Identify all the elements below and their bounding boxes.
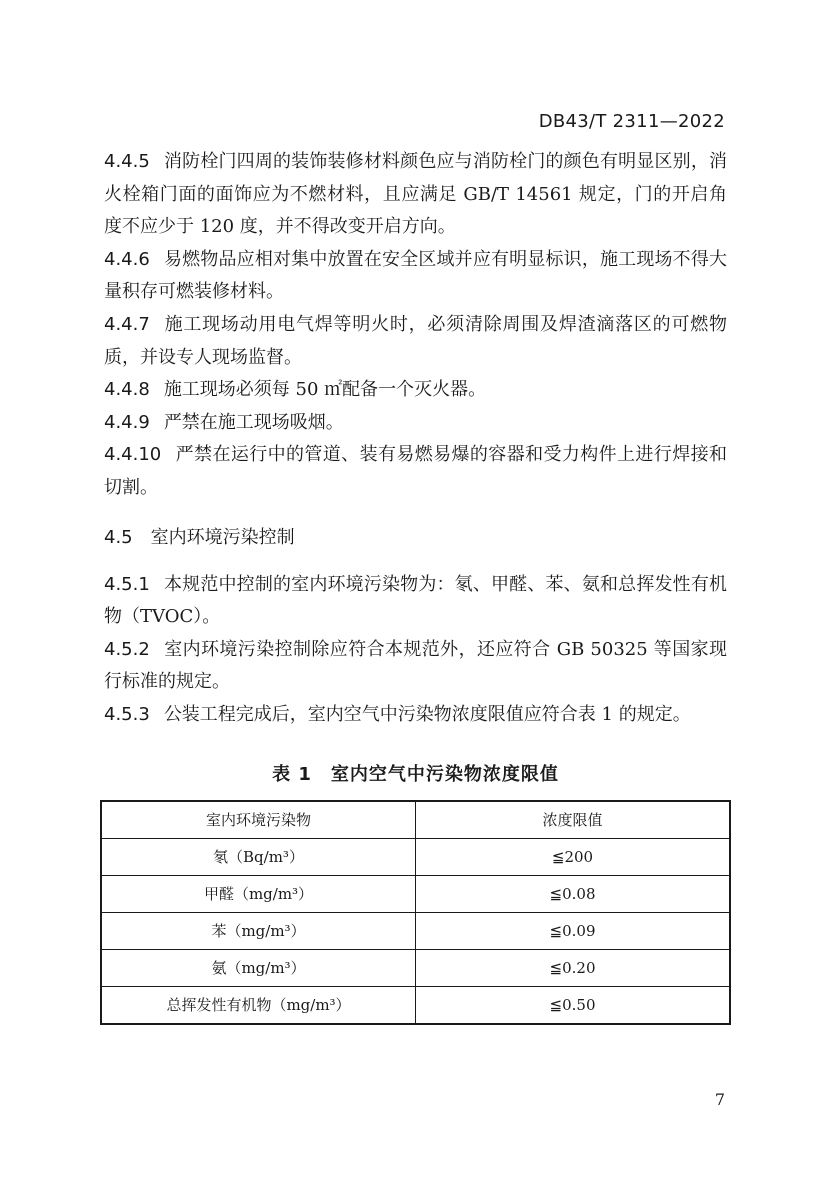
page-number: 7 (714, 1090, 725, 1109)
clause-text: 本规范中控制的室内环境污染物为：氡、甲醛、苯、氨和总挥发性有机物（TVOC）。 (104, 573, 727, 628)
limit-cell: ≦0.20 (416, 949, 731, 986)
limit-cell: ≦0.50 (416, 986, 731, 1024)
limit-cell: ≦0.08 (416, 875, 731, 912)
clause-number: 4.4.10 (104, 444, 162, 466)
clause-number: 4.5.1 (104, 573, 150, 595)
clause-text: 公装工程完成后，室内空气中污染物浓度限值应符合表 1 的规定。 (163, 703, 691, 725)
clause-4-4-8 (104, 374, 727, 407)
document-code: DB43/T 2311—2022 (538, 111, 725, 132)
pollutant-cell: 苯（mg/m³） (101, 912, 416, 949)
section-number: 4.5 (104, 526, 133, 548)
clause-number: 4.5.3 (104, 703, 150, 725)
section-title-text: 室内环境污染控制 (150, 526, 295, 548)
clause-text: 施工现场必须每 50 ㎡配备一个灭火器。 (163, 379, 487, 401)
clause-number: 4.5.2 (104, 638, 150, 660)
table-row (101, 986, 730, 1024)
clause-4-4-10 (104, 439, 727, 504)
pollutant-cell: 总挥发性有机物（mg/m³） (101, 986, 416, 1024)
clause-number: 4.4.5 (104, 151, 150, 172)
clause-4-5-2 (104, 634, 727, 699)
clause-number: 4.4.6 (104, 248, 150, 270)
section-heading-4-5 (104, 522, 727, 554)
table-title: 表 1 室内空气中污染物浓度限值 (272, 763, 559, 785)
table-header-row (101, 801, 730, 839)
pollutant-cell: 甲醛（mg/m³） (101, 875, 416, 912)
clause-4-5-3 (104, 699, 727, 732)
clause-4-4-7 (104, 309, 727, 374)
clause-text: 消防栓门四周的装饰装修材料颜色应与消防栓门的颜色有明显区别，消火栓箱门面的面饰应为不燃材料，且应满足 GB/T 14561 规定，门的开启角度不应少于 120 度，并不得改变开启方向。 (104, 151, 727, 238)
clause-text: 严禁在运行中的管道、装有易燃易爆的容器和受力构件上进行焊接和切割。 (104, 444, 727, 498)
clause-4-4-6 (104, 244, 727, 309)
clause-text: 易燃物品应相对集中放置在安全区域并应有明显标识，施工现场不得大量积存可燃装修材料。 (104, 248, 727, 303)
clause-text: 室内环境污染控制除应符合本规范外，还应符合 GB 50325 等国家现行标准的规定。 (104, 638, 727, 693)
clause-4-5-1 (104, 569, 727, 634)
clause-4-4-5 (104, 146, 727, 244)
clause-text: 施工现场动用电气焊等明火时，必须清除周围及焊渣滴落区的可燃物质，并设专人现场监督。 (104, 313, 727, 368)
table-row (101, 838, 730, 875)
header-limit: 浓度限值 (416, 801, 731, 839)
limit-cell: ≦0.09 (416, 912, 731, 949)
table-row (101, 875, 730, 912)
clause-text: 严禁在施工现场吸烟。 (163, 411, 344, 433)
clause-number: 4.4.8 (104, 379, 150, 401)
clause-number: 4.4.7 (104, 313, 150, 335)
pollutant-cell: 氡（Bq/m³） (101, 838, 416, 875)
clause-4-4-9 (104, 407, 727, 440)
header-pollutant: 室内环境污染物 (101, 801, 416, 839)
limit-cell: ≦200 (416, 838, 731, 875)
pollutant-limit-table (100, 800, 731, 1025)
pollutant-cell: 氨（mg/m³） (101, 949, 416, 986)
table-row (101, 949, 730, 986)
page-content (104, 146, 727, 1025)
clause-number: 4.4.9 (104, 411, 150, 433)
table-row (101, 912, 730, 949)
